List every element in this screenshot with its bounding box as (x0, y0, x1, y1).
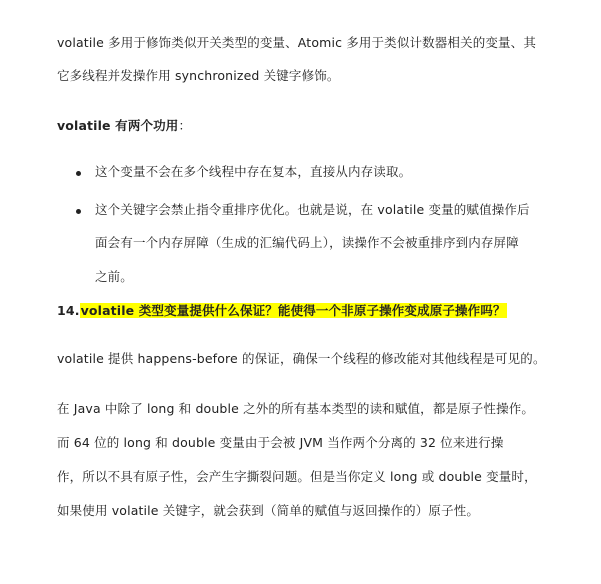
question-number: 14. (57, 303, 80, 318)
subheading-text: volatile 有两个功用 (57, 118, 179, 133)
question-title-highlighted: volatile 类型变量提供什么保证？能使得一个非原子操作变成原子操作吗？ (80, 303, 506, 318)
bullet-item-1: 这个变量不会在多个线程中存在复本，直接从内存读取。 (95, 164, 412, 179)
answer-paragraph-1: volatile 提供 happens-before 的保证，确保一个线程的修改能对其他线程是可见的。 (57, 351, 546, 366)
answer-paragraph-2-line-1: 在 Java 中除了 long 和 double 之外的所有基本类型的读和赋值，都是原子性操作。 (57, 401, 535, 416)
intro-line-2: 它多线程并发操作用 synchronized 关键字修饰。 (57, 68, 340, 83)
question-14-heading (57, 302, 507, 320)
bullet-item-2-line-3: 之前。 (95, 269, 133, 284)
bullet-item-2-line-1: 这个关键字会禁止指令重排序优化。也就是说，在 volatile 变量的赋值操作后 (95, 202, 530, 217)
answer-paragraph-2-line-4: 如果使用 volatile 关键字，就会获到（简单的赋值与返回操作的）原子性。 (57, 503, 480, 518)
intro-line-1: volatile 多用于修饰类似开关类型的变量、Atomic 多用于类似计数器相关的变量、其 (57, 35, 536, 50)
answer-paragraph-2-line-2: 而 64 位的 long 和 double 变量由于会被 JVM 当作两个分离的 32 位来进行操 (57, 435, 504, 450)
bullet-dot-icon (76, 171, 81, 176)
subheading-colon: ： (178, 118, 192, 133)
bullet-dot-icon (76, 209, 81, 214)
subheading (57, 117, 191, 135)
bullet-item-2-line-2: 面会有一个内存屏障（生成的汇编代码上），读操作不会被重排序到内存屏障 (95, 235, 519, 250)
answer-paragraph-2-line-3: 作，所以不具有原子性，会产生字撕裂问题。但是当你定义 long 或 double 变量时， (57, 469, 537, 484)
